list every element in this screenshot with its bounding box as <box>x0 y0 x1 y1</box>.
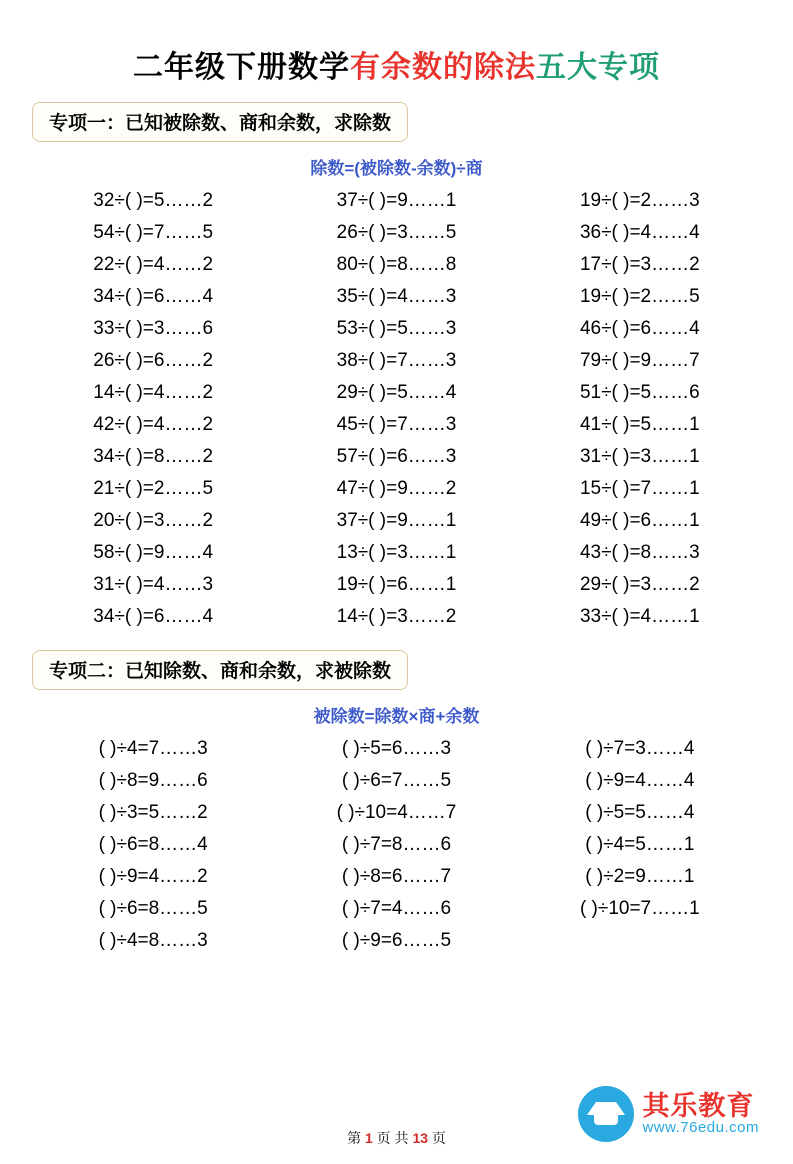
problem-item: 13÷( )=3……1 <box>336 542 457 563</box>
section-2-header-wrap <box>28 644 765 690</box>
problem-item: 14÷( )=3……2 <box>336 606 457 627</box>
problem-item: 37÷( )=9……1 <box>336 510 457 531</box>
problem-item: 32÷( )=5……2 <box>93 190 214 211</box>
logo-url: www.76edu.com <box>642 1119 759 1137</box>
footer-page-number: 1 <box>364 1130 373 1146</box>
problem-item: 21÷( )=2……5 <box>93 478 214 499</box>
problem-item: 57÷( )=6……3 <box>336 446 457 467</box>
section-2-problem-grid <box>32 735 762 954</box>
problem-item <box>518 927 761 954</box>
problem-item: ( )÷9=4……4 <box>585 770 695 791</box>
section-2-formula: 被除数=除数×商+余数 <box>313 707 480 726</box>
section-1-header-wrap <box>28 96 765 142</box>
problem-item: 45÷( )=7……3 <box>336 414 457 435</box>
problem-item: ( )÷8=6……7 <box>341 866 452 887</box>
section-1-formula: 除数=(被除数-余数)÷商 <box>310 159 483 178</box>
problem-item: 29÷( )=3……2 <box>579 574 700 595</box>
title-part-3: 五大专项 <box>536 51 660 84</box>
problem-item: ( )÷10=4……7 <box>336 802 457 823</box>
problem-item: 38÷( )=7……3 <box>336 350 457 371</box>
problem-item: 22÷( )=4……2 <box>93 254 214 275</box>
problem-item: ( )÷6=7……5 <box>341 770 452 791</box>
problem-item: 58÷( )=9……4 <box>93 542 214 563</box>
section-1-problem-grid <box>32 187 762 630</box>
problem-item: ( )÷6=8……5 <box>98 898 208 919</box>
problem-item: 14÷( )=4……2 <box>93 382 214 403</box>
problem-item: 15÷( )=7……1 <box>579 478 700 499</box>
problem-item: 19÷( )=2……5 <box>579 286 700 307</box>
problem-item: ( )÷5=5……4 <box>585 802 695 823</box>
problem-item: 41÷( )=5……1 <box>579 414 700 435</box>
problem-item: 54÷( )=7……5 <box>93 222 214 243</box>
problem-item: ( )÷4=8……3 <box>98 930 208 951</box>
title-part-2: 有余数的除法 <box>350 51 536 84</box>
page-title <box>28 42 765 86</box>
problem-item: ( )÷9=4……2 <box>98 866 208 887</box>
problem-item: ( )÷4=7……3 <box>98 738 208 759</box>
problem-item: ( )÷3=5……2 <box>98 802 208 823</box>
problem-item: 29÷( )=5……4 <box>336 382 457 403</box>
problem-item: 80÷( )=8……8 <box>336 254 457 275</box>
problem-item: ( )÷7=3……4 <box>585 738 695 759</box>
problem-item: 19÷( )=6……1 <box>336 574 457 595</box>
title-part-1: 二年级下册数学 <box>133 51 350 84</box>
problem-item: 34÷( )=8……2 <box>93 446 214 467</box>
problem-item: 31÷( )=4……3 <box>93 574 214 595</box>
problem-item: 26÷( )=3……5 <box>336 222 457 243</box>
problem-item: 35÷( )=4……3 <box>336 286 457 307</box>
problem-item: 46÷( )=6……4 <box>579 318 700 339</box>
problem-item: 42÷( )=4……2 <box>93 414 214 435</box>
footer-suffix: 页 <box>431 1130 446 1146</box>
page-footer <box>0 1128 793 1148</box>
footer-prefix: 第 <box>347 1130 362 1146</box>
problem-item: ( )÷4=5……1 <box>585 834 695 855</box>
problem-item: 79÷( )=9……7 <box>579 350 700 371</box>
problem-item: ( )÷9=6……5 <box>341 930 452 951</box>
problem-item: 49÷( )=6……1 <box>579 510 700 531</box>
problem-item: 37÷( )=9……1 <box>336 190 457 211</box>
footer-total-pages: 13 <box>412 1130 429 1146</box>
problem-item: ( )÷7=4……6 <box>341 898 452 919</box>
problem-item: 20÷( )=3……2 <box>93 510 214 531</box>
problem-item: 33÷( )=4……1 <box>579 606 700 627</box>
footer-middle: 页 共 <box>376 1130 409 1146</box>
problem-item: 51÷( )=5……6 <box>579 382 700 403</box>
problem-item: ( )÷10=7……1 <box>579 898 700 919</box>
section-2-heading: 专项二：已知除数、商和余数，求被除数 <box>32 650 408 690</box>
problem-item: 19÷( )=2……3 <box>579 190 700 211</box>
problem-item: 26÷( )=6……2 <box>93 350 214 371</box>
problem-item: ( )÷6=8……4 <box>98 834 208 855</box>
problem-item: ( )÷2=9……1 <box>585 866 695 887</box>
problem-item: 34÷( )=6……4 <box>93 606 214 627</box>
problem-item: ( )÷8=9……6 <box>98 770 208 791</box>
problem-item: 33÷( )=3……6 <box>93 318 214 339</box>
problem-item: ( )÷5=6……3 <box>341 738 452 759</box>
logo-name: 其乐教育 <box>642 1090 755 1121</box>
problem-item: 31÷( )=3……1 <box>579 446 700 467</box>
problem-item: 34÷( )=6……4 <box>93 286 214 307</box>
problem-item: 43÷( )=8……3 <box>579 542 700 563</box>
problem-item: 17÷( )=3……2 <box>579 254 700 275</box>
worksheet-page <box>0 42 793 1164</box>
problem-item: 53÷( )=5……3 <box>336 318 457 339</box>
problem-item: 36÷( )=4……4 <box>579 222 700 243</box>
problem-item: ( )÷7=8……6 <box>341 834 452 855</box>
problem-item: 47÷( )=9……2 <box>336 478 457 499</box>
section-1-heading: 专项一：已知被除数、商和余数，求除数 <box>32 102 408 142</box>
